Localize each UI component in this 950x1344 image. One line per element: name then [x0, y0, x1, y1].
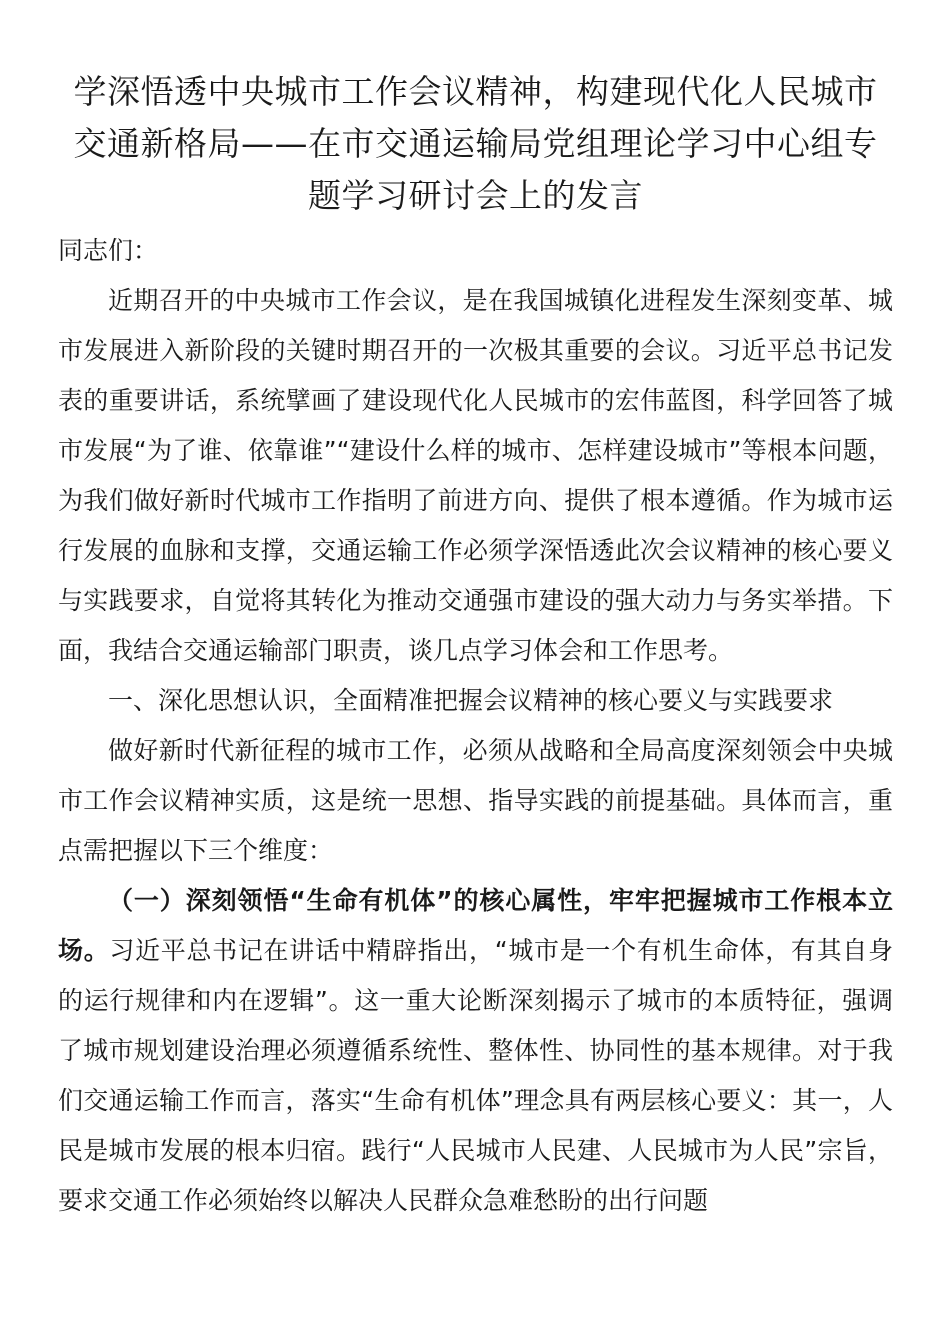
paragraph-section-1: 做好新时代新征程的城市工作，必须从战略和全局高度深刻领会中央城市工作会议精神实质，这是统一思想、指导实践的前提基础。具体而言，重点需把握以下三个维度： [58, 736, 893, 865]
section-heading-1: 一、深化思想认识，全面精准把握会议精神的核心要义与实践要求 [108, 686, 834, 715]
document-title: 学深悟透中央城市工作会议精神，构建现代化人民城市交通新格局——在市交通运输局党组理论学习中心组专题学习研讨会上的发言 [73, 72, 878, 215]
paragraph-subsection-1 [58, 876, 893, 1226]
subsection-1-text: 习近平总书记在讲话中精辟指出，“城市是一个有机生命体，有其自身的运行规律和内在逻辑”。这一重大论断深刻揭示了城市的本质特征，强调了城市规划建设治理必须遵循系统性、整体性、协同性的基本规律。对于我们交通运输工作而言，落实“生命有机体”理念具有两层核心要义：其一，人民是城市发展的根本归宿。践行“人民城市人民建、人民城市为人民”宗旨，要求交通工作必须始终以解决人民群众急难愁盼的出行问题 [58, 936, 893, 1215]
salutation: 同志们： [58, 236, 159, 265]
document-page [58, 66, 893, 1226]
paragraph-intro: 近期召开的中央城市工作会议，是在我国城镇化进程发生深刻变革、城市发展进入新阶段的关键时期召开的一次极其重要的会议。习近平总书记发表的重要讲话，系统擘画了建设现代化人民城市的宏伟蓝图，科学回答了城市发展“为了谁、依靠谁”“建设什么样的城市、怎样建设城市”等根本问题，为我们做好新时代城市工作指明了前进方向、提供了根本遵循。作为城市运行发展的血脉和支撑，交通运输工作必须学深悟透此次会议精神的核心要义与实践要求，自觉将其转化为推动交通强市建设的强大动力与务实举措。下面，我结合交通运输部门职责，谈几点学习体会和工作思考。 [58, 286, 893, 665]
subsection-1-heading: （一）深刻领悟“生命有机体”的核心属性，牢牢把握城市工作根本立场。 [58, 886, 893, 965]
